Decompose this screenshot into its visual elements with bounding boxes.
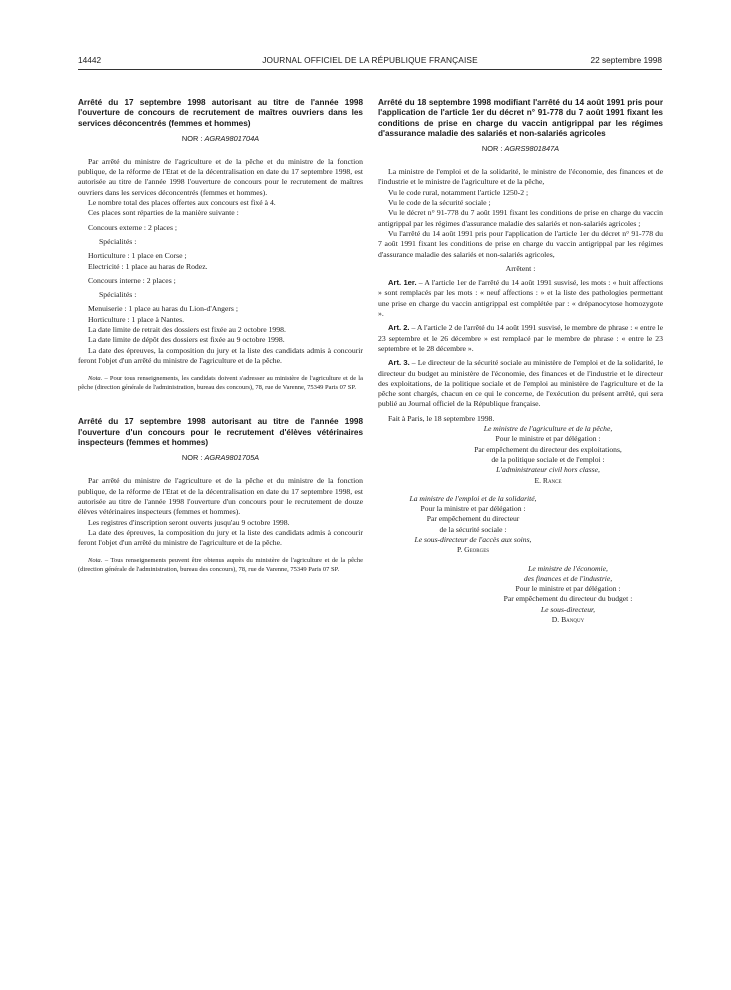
- sig-line: Le sous-directeur de l'accès aux soins,: [414, 534, 532, 544]
- article-2: [378, 323, 663, 354]
- art3-label: Art. 3.: [388, 358, 410, 368]
- nota-note: [78, 557, 363, 574]
- sig-line: La ministre de l'emploi et de la solidarité,: [409, 493, 537, 503]
- fait-a-paris: Fait à Paris, le 18 septembre 1998.: [388, 413, 495, 423]
- paragraph: Par arrêté du ministre de l'agriculture et de la pêche et du ministre de la fonction publique, de la réforme de l'Etat et de la décentralisation en date du 17 septembre 1998, est autorisée au titre de l'année 1998 l'ouverture d'un concours pour le recrutement de douze élèves vétérinaires inspecteurs (femmes et hommes).: [78, 476, 363, 517]
- signatory-name: P. Georges: [456, 545, 490, 555]
- paragraph: Horticulture : 1 place à Nantes.: [88, 314, 185, 324]
- paragraph: Les registres d'inscription seront ouverts jusqu'au 9 octobre 1998.: [88, 517, 290, 527]
- nor-reference: [378, 144, 663, 153]
- paragraph: La date limite de retrait des dossiers est fixée au 2 octobre 1998.: [88, 325, 286, 335]
- paragraph: La date limite de dépôt des dossiers est fixée au 9 octobre 1998.: [88, 335, 285, 345]
- page-header: [78, 55, 662, 69]
- issue-date: 22 septembre 1998: [590, 55, 662, 65]
- visa: Vu le code rural, notamment l'article 1250-2 ;: [388, 187, 529, 197]
- paragraph: Spécialités :: [99, 290, 137, 300]
- signatory-name: E. Rance: [534, 475, 562, 485]
- paragraph: Menuiserie : 1 place au haras du Lion-d'Angers ;: [88, 304, 238, 314]
- paragraph: Par arrêté du ministre de l'agriculture et de la pêche et du ministre de la fonction publique, de la réforme de l'Etat et de la décentralisation en date du 17 septembre 1998, est autorisée au titre de l'année 1998 l'ouverture de concours pour le recrutement de maîtres ouvriers dans les services déconcentrés (femmes et hommes).: [78, 156, 363, 197]
- left-column: [78, 98, 363, 575]
- nota-label: Nota.: [88, 375, 103, 383]
- paragraph: Concours externe : 2 places ;: [88, 222, 178, 232]
- article-1: [378, 278, 663, 319]
- sig-line: de la sécurité sociale :: [439, 524, 507, 534]
- preamble: La ministre de l'emploi et de la solidarité, le ministre de l'économie, des finances et de l'industrie et le ministre de l'agriculture et de la pêche,: [378, 167, 663, 187]
- nor-reference: [78, 453, 363, 462]
- art1-text: – A l'article 1er de l'arrêté du 14 août 1991 susvisé, les mots : « huit affections » sont remplacés par les mots : « neuf affections : » et la liste des pathologies permettant une prise en charge du vaccin antigrippal est complétée par : « drépanocytose homozygote ».: [378, 278, 663, 319]
- sig-line: Pour le ministre et par délégation :: [515, 584, 621, 594]
- sig-line: Par empêchement du directeur: [426, 514, 520, 524]
- nota-note: [78, 375, 363, 392]
- nor-label: NOR :: [481, 144, 503, 154]
- section-spacer: [78, 392, 363, 417]
- sig-line: Le ministre de l'économie,: [528, 563, 608, 573]
- paragraph: Le nombre total des places offertes aux concours est fixé à 4.: [88, 198, 276, 208]
- art2-label: Art. 2.: [388, 323, 410, 333]
- sig-line: Par empêchement du directeur des exploitations,: [474, 444, 622, 454]
- paragraph: Ces places sont réparties de la manière suivante :: [88, 208, 239, 218]
- art3-text: – Le directeur de la sécurité sociale au ministère de l'emploi et de la solidarité, le directeur du budget au ministère de l'économie, des finances et de l'industrie et le directeur des exploitations, de la politique sociale et de l'emploi au ministère de l'agriculture et de la pêche sont chargés, chacun en ce qui le concerne, de l'exécution du présent arrêté, qui sera publié au Journal officiel de la République française.: [378, 358, 663, 409]
- signature-emploi: [378, 494, 568, 556]
- sig-line: Le ministre de l'agriculture et de la pêche,: [483, 424, 613, 434]
- paragraph: La date des épreuves, la composition du jury et la liste des candidats admis à concourir feront l'objet d'un arrêté du ministre de l'agriculture et de la pêche.: [78, 527, 363, 548]
- nor-code: AGRS9801847A: [504, 144, 560, 154]
- article-title: Arrêté du 17 septembre 1998 autorisant au titre de l'année 1998 l'ouverture de concours de recrutement de maîtres ouvriers dans les services déconcentrés (femmes et hommes): [78, 98, 363, 128]
- nor-label: NOR :: [181, 453, 203, 463]
- nor-label: NOR :: [181, 133, 203, 143]
- journal-title: JOURNAL OFFICIEL DE LA RÉPUBLIQUE FRANÇAISE: [262, 55, 478, 65]
- nota-text: – Tous renseignements peuvent être obtenus auprès du ministère de l'agriculture et de la pêche (direction générale de l'administration, bureau des concours), 78, rue de Varenne, 75349 Paris 07 SP.: [78, 557, 363, 573]
- article-title: Arrêté du 17 septembre 1998 autorisant au titre de l'année 1998 l'ouverture d'un concours pour le recrutement d'élèves vétérinaires inspecteurs (femmes et hommes): [78, 417, 363, 448]
- nor-code: AGRA9801705A: [204, 453, 260, 463]
- sig-line: Par empêchement du directeur du budget :: [503, 594, 633, 604]
- paragraph: Electricité : 1 place au haras de Rodez.: [88, 261, 208, 271]
- sig-line: de la politique sociale et de l'emploi :: [491, 454, 605, 464]
- header-rule: [78, 69, 662, 70]
- article-maitres-ouvriers: [78, 98, 363, 392]
- paragraph: Spécialités :: [99, 236, 137, 246]
- visa: Vu l'arrêté du 14 août 1991 pris pour l'application de l'article 1er du décret n° 91-778 du 7 août 1991 fixant les conditions de prise en charge du vaccin antigrippal par les régimes d'assurance maladie des salariés et non-salariés agricoles,: [378, 228, 663, 259]
- visa: Vu le décret n° 91-778 du 7 août 1991 fixant les conditions de prise en charge du vaccin antigrippal par les régimes d'assurance maladie des salariés et non-salariés agricoles ;: [378, 208, 663, 228]
- article-vaccin-antigrippal: [378, 98, 663, 625]
- signature-agriculture: [433, 424, 663, 486]
- visa: Vu le code de la sécurité sociale ;: [388, 198, 491, 208]
- signature-economie: [473, 564, 663, 626]
- sig-line: L'administrateur civil hors classe,: [496, 465, 600, 475]
- nota-label: Nota.: [88, 557, 103, 565]
- nor-code: AGRA9801704A: [204, 133, 260, 143]
- arretent: Arrêtent :: [505, 263, 536, 273]
- art2-text: – A l'article 2 de l'arrêté du 14 août 1991 susvisé, le membre de phrase : « entre le 23 septembre et le 26 décembre » est remplacé par le membre de phrase : « entre le 23 septembre et le 28 décembre ».: [378, 323, 663, 353]
- right-column: [378, 98, 663, 625]
- sig-line: Le sous-directeur,: [540, 604, 596, 614]
- signatory-name: D. Banquy: [551, 615, 585, 625]
- paragraph: La date des épreuves, la composition du jury et la liste des candidats admis à concourir feront l'objet d'un arrêté du ministre de l'agriculture et de la pêche.: [78, 345, 363, 365]
- article-veterinaires: [78, 417, 363, 574]
- article-3: [378, 358, 663, 409]
- nor-reference: [78, 134, 363, 143]
- nota-text: – Pour tous renseignements, les candidats doivent s'adresser au ministère de l'agriculture et de la pêche (direction générale de l'administration, bureau des concours), 78, rue de Varenne, 75349 Paris 07 SP.: [78, 375, 363, 391]
- article-title: Arrêté du 18 septembre 1998 modifiant l'arrêté du 14 août 1991 pris pour l'application de l'article 1er du décret n° 91-778 du 7 août 1991 fixant les conditions de prise en charge du vaccin antigrippal par les régimes d'assurance maladie des salariés et non-salariés agricoles: [378, 98, 663, 138]
- sig-line: Pour le ministre et par délégation :: [495, 434, 601, 444]
- paragraph: Horticulture : 1 place en Corse ;: [88, 251, 187, 261]
- art1-label: Art. 1er.: [388, 278, 417, 288]
- sig-line: Pour la ministre et par délégation :: [420, 504, 526, 514]
- sig-line: des finances et de l'industrie,: [523, 573, 613, 583]
- page-number: 14442: [78, 55, 102, 65]
- paragraph: Concours interne : 2 places ;: [88, 275, 176, 285]
